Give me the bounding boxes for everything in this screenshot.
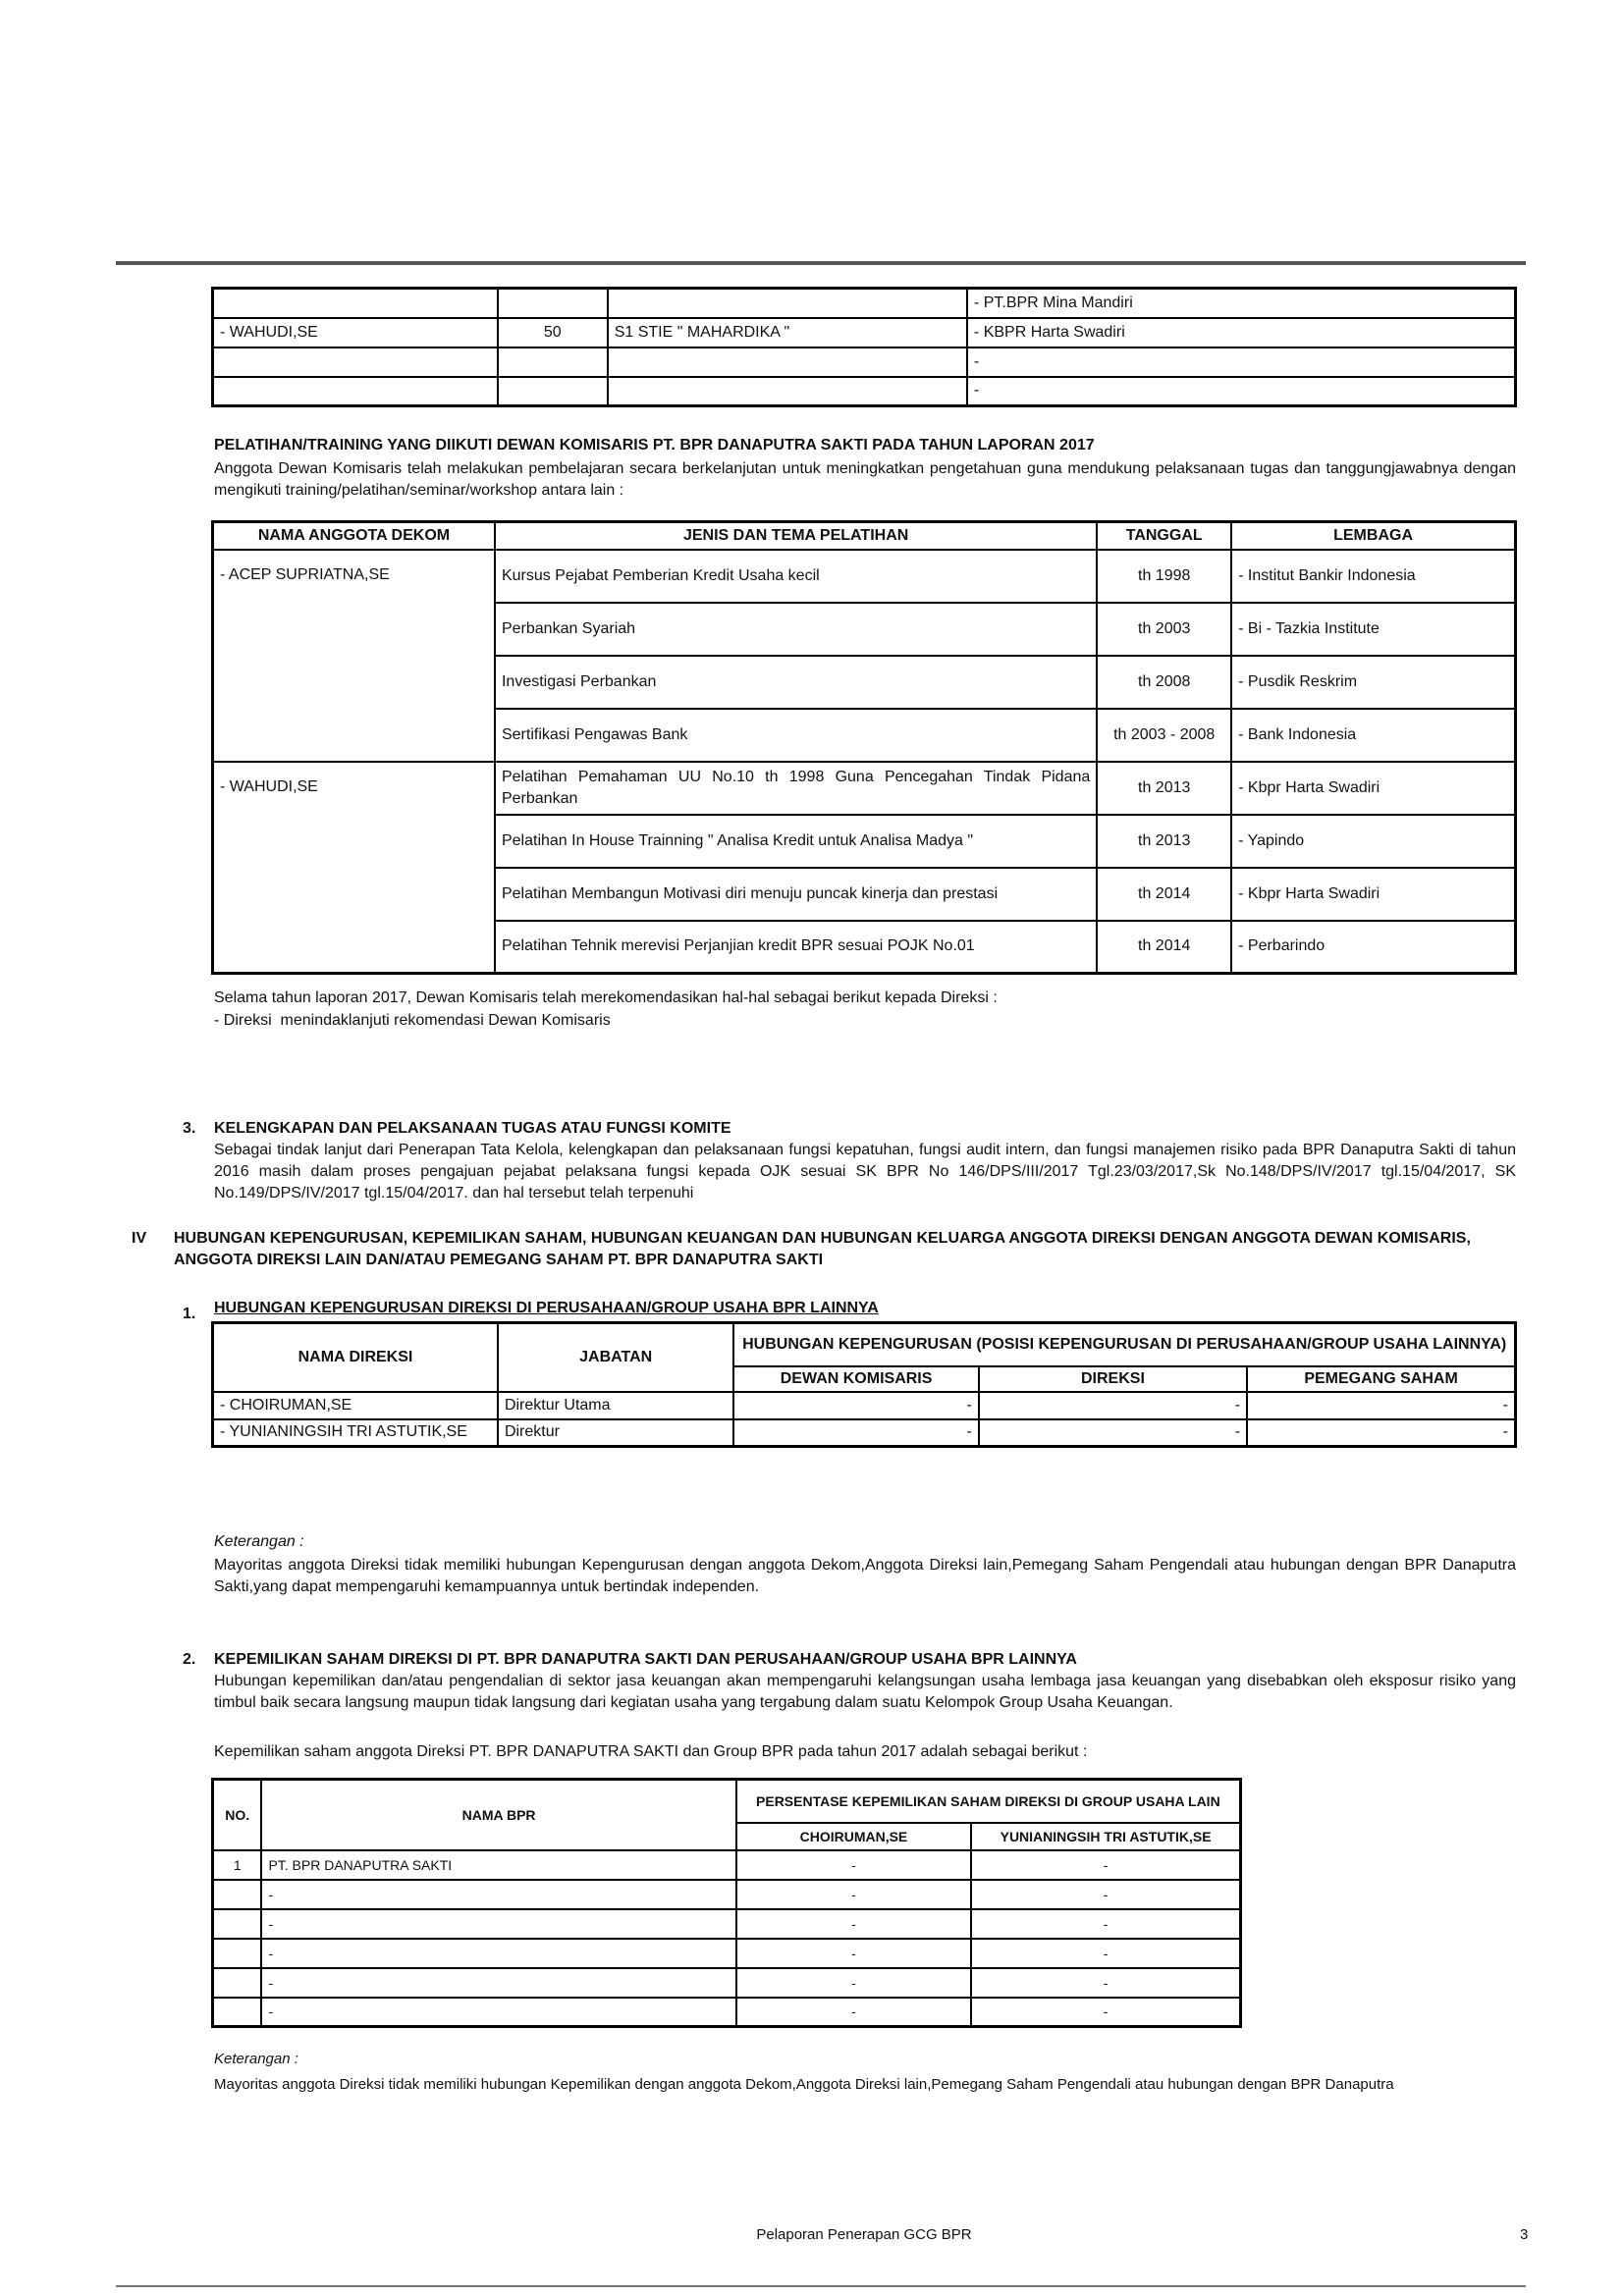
table-row [213, 318, 1516, 347]
table-header-row [213, 522, 1516, 550]
col-header-director-2: YUNIANINGSIH TRI ASTUTIK,SE [971, 1823, 1240, 1850]
section-title: HUBUNGAN KEPENGURUSAN, KEPEMILIKAN SAHAM, HUBUNGAN KEUANGAN DAN HUBUNGAN KELUARGA ANGGOTA DIREKSI DENGAN ANGGOTA DEWAN KOMISARIS, ANGGOTA DIREKSI LAIN DAN/ATAU PEMEGANG SAHAM PT. BPR DANAPUTRA SAKTI [174, 1230, 1471, 1268]
table-row [213, 1968, 1241, 1998]
col-header-institution: LEMBAGA [1231, 522, 1515, 550]
table-row [213, 1998, 1241, 2027]
col-header-date: TANGGAL [1097, 522, 1231, 550]
shareholding-table [211, 1778, 1242, 2028]
bpr-name: - [261, 1998, 735, 2027]
row-number [213, 1968, 262, 1998]
section-body: Sebagai tindak lanjut dari Penerapan Tata Kelola, kelengkapan dan pelaksanaan fungsi kepatuhan, fungsi audit intern, dan fungsi manajemen risiko pada BPR Danaputra Sakti di tahun 2016 masih dalam proses pengajuan pejabat pelaksana fungsi kepada OJK sesuai SK BPR No 146/DPS/III/2017 Tgl.23/03/2017,Sk No.148/DPS/IV/2017 tgl.15/04/2017, SK No.149/DPS/IV/2017 tgl.15/04/2017. dan hal tersebut telah terpenuhi [214, 1142, 1516, 1201]
director-1-share: - [736, 1998, 971, 2027]
col-header-member: NAMA ANGGOTA DEKOM [213, 522, 495, 550]
footer-title: Pelaporan Penerapan GCG BPR [756, 2226, 972, 2243]
training-date: th 1998 [1097, 550, 1231, 603]
director-1-share: - [736, 1939, 971, 1968]
training-institution: - Bi - Tazkia Institute [1231, 603, 1515, 656]
col-header-dekom: DEWAN KOMISARIS [733, 1366, 978, 1392]
training-institution: - Institut Bankir Indonesia [1231, 550, 1515, 603]
member-organization: - [967, 347, 1516, 377]
table-row [213, 289, 1516, 318]
member-age [498, 347, 608, 377]
training-table [211, 520, 1517, 975]
director-1-share: - [736, 1850, 971, 1880]
col-header-theme: JENIS DAN TEMA PELATIHAN [495, 522, 1097, 550]
col-header-relationship: HUBUNGAN KEPENGURUSAN (POSISI KEPENGURUSAN DI PERUSAHAAN/GROUP USAHA LAINNYA) [733, 1323, 1515, 1366]
table-row [213, 1419, 1516, 1447]
table-row [213, 1909, 1241, 1939]
director-2-share: - [971, 1909, 1240, 1939]
col-header-no: NO. [213, 1780, 262, 1850]
member-age [498, 377, 608, 406]
bpr-name: - [261, 1909, 735, 1939]
member-name [213, 347, 498, 377]
member-education [608, 289, 967, 318]
direksi-value: - [979, 1419, 1247, 1447]
row-number [213, 1998, 262, 2027]
col-header-shareholder: PEMEGANG SAHAM [1247, 1366, 1515, 1392]
table-row [213, 1880, 1241, 1909]
member-name: - ACEP SUPRIATNA,SE [213, 550, 495, 762]
member-education [608, 377, 967, 406]
training-theme: Investigasi Perbankan [495, 656, 1097, 709]
subsection-title: HUBUNGAN KEPENGURUSAN DIREKSI DI PERUSAHAAN/GROUP USAHA BPR LAINNYA [214, 1300, 879, 1316]
member-education [608, 347, 967, 377]
director-name: - CHOIRUMAN,SE [213, 1392, 498, 1419]
table-row [213, 377, 1516, 406]
table-row [213, 347, 1516, 377]
note-text: Mayoritas anggota Direksi tidak memiliki hubungan Kepengurusan dengan anggota Dekom,Anggota Direksi lain,Pemegang Saham Pengendali atau hubungan dengan BPR Danaputra Sakti,yang dapat mempengaruhi kemampuannya untuk bertindak independen. [214, 1557, 1516, 1595]
table-row [213, 1850, 1241, 1880]
director-1-share: - [736, 1968, 971, 1998]
row-number [213, 1939, 262, 1968]
member-education: S1 STIE " MAHARDIKA " [608, 318, 967, 347]
table-row [213, 1939, 1241, 1968]
table-row [213, 550, 1516, 603]
training-date: th 2014 [1097, 868, 1231, 921]
director-2-share: - [971, 1998, 1240, 2027]
subsection-number: 1. [183, 1306, 196, 1322]
note-text: Mayoritas anggota Direksi tidak memiliki hubungan Kepemilikan dengan anggota Dekom,Anggota Direksi lain,Pemegang Saham Pengendali atau hubungan dengan BPR Danaputra [214, 2076, 1394, 2093]
member-organization: - PT.BPR Mina Mandiri [967, 289, 1516, 318]
training-intro: Anggota Dewan Komisaris telah melakukan pembelajaran secara berkelanjutan untuk meningkatkan pengetahuan guna mendukung pelaksanaan tugas dan tanggungjawabnya dengan mengikuti training/pelatihan/seminar/workshop antara lain : [214, 460, 1516, 499]
training-date: th 2013 [1097, 815, 1231, 868]
directors-management-table [211, 1321, 1517, 1448]
col-header-position: JABATAN [498, 1323, 733, 1392]
top-table [211, 287, 1517, 407]
dekom-value: - [733, 1392, 978, 1419]
col-header-direksi: DIREKSI [979, 1366, 1247, 1392]
training-theme: Sertifikasi Pengawas Bank [495, 709, 1097, 762]
note-label: Keterangan : [214, 2051, 298, 2067]
col-header-percentage: PERSENTASE KEPEMILIKAN SAHAM DIREKSI DI GROUP USAHA LAIN [736, 1780, 1241, 1823]
training-date: th 2013 [1097, 762, 1231, 815]
member-name [213, 377, 498, 406]
subsection-body: Hubungan kepemilikan dan/atau pengendalian di sektor jasa keuangan akan mempengaruhi kelangsungan usaha lembaga jasa keuangan yang disebabkan oleh eksposur risiko yang timbul baik secara langsung maupun tidak langsung dari kegiatan usaha yang tergabung dalam suatu Kelompok Group Usaha Keuangan. [214, 1673, 1516, 1711]
training-institution: - Yapindo [1231, 815, 1515, 868]
bpr-name: - [261, 1880, 735, 1909]
training-theme: Pelatihan Tehnik merevisi Perjanjian kredit BPR sesuai POJK No.01 [495, 921, 1097, 974]
director-2-share: - [971, 1850, 1240, 1880]
table-row [213, 1392, 1516, 1419]
table-row [213, 762, 1516, 815]
section-number: IV [132, 1230, 147, 1247]
shareholder-value: - [1247, 1392, 1515, 1419]
director-1-share: - [736, 1880, 971, 1909]
training-institution: - Kbpr Harta Swadiri [1231, 762, 1515, 815]
recommendation-item: - Direksi menindaklanjuti rekomendasi Dewan Komisaris [214, 1012, 611, 1029]
member-name: - WAHUDI,SE [213, 318, 498, 347]
training-theme: Pelatihan Membangun Motivasi diri menuju puncak kinerja dan prestasi [495, 868, 1097, 921]
training-date: th 2003 - 2008 [1097, 709, 1231, 762]
bpr-name: - [261, 1939, 735, 1968]
shareholder-value: - [1247, 1419, 1515, 1447]
director-1-share: - [736, 1909, 971, 1939]
bpr-name: PT. BPR DANAPUTRA SAKTI [261, 1850, 735, 1880]
note-label: Keterangan : [214, 1533, 304, 1550]
director-position: Direktur Utama [498, 1392, 733, 1419]
director-2-share: - [971, 1880, 1240, 1909]
col-header-director-1: CHOIRUMAN,SE [736, 1823, 971, 1850]
subsection-title: KEPEMILIKAN SAHAM DIREKSI DI PT. BPR DANAPUTRA SAKTI DAN PERUSAHAAN/GROUP USAHA BPR LAINNYA [214, 1651, 1077, 1668]
subsection-number: 2. [183, 1651, 196, 1668]
training-theme: Kursus Pejabat Pemberian Kredit Usaha kecil [495, 550, 1097, 603]
bpr-name: - [261, 1968, 735, 1998]
member-organization: - KBPR Harta Swadiri [967, 318, 1516, 347]
training-theme: Perbankan Syariah [495, 603, 1097, 656]
member-name [213, 289, 498, 318]
director-position: Direktur [498, 1419, 733, 1447]
top-rule [116, 261, 1526, 265]
member-name: - WAHUDI,SE [213, 762, 495, 974]
training-theme: Pelatihan Pemahaman UU No.10 th 1998 Guna Pencegahan Tindak Pidana Perbankan [495, 762, 1097, 815]
training-date: th 2003 [1097, 603, 1231, 656]
member-age [498, 289, 608, 318]
training-date: th 2008 [1097, 656, 1231, 709]
member-organization: - [967, 377, 1516, 406]
section-number: 3. [183, 1120, 196, 1137]
col-header-director: NAMA DIREKSI [213, 1323, 498, 1392]
director-2-share: - [971, 1968, 1240, 1998]
col-header-bpr-name: NAMA BPR [261, 1780, 735, 1850]
training-institution: - Pusdik Reskrim [1231, 656, 1515, 709]
row-number [213, 1909, 262, 1939]
training-date: th 2014 [1097, 921, 1231, 974]
section-title: KELENGKAPAN DAN PELAKSANAAN TUGAS ATAU FUNGSI KOMITE [214, 1120, 731, 1137]
bottom-rule [116, 2285, 1526, 2287]
row-number: 1 [213, 1850, 262, 1880]
director-2-share: - [971, 1939, 1240, 1968]
member-age: 50 [498, 318, 608, 347]
training-theme: Pelatihan In House Trainning " Analisa Kredit untuk Analisa Madya " [495, 815, 1097, 868]
subsection-lead: Kepemilikan saham anggota Direksi PT. BPR DANAPUTRA SAKTI dan Group BPR pada tahun 2017 adalah sebagai berikut : [214, 1743, 1088, 1760]
direksi-value: - [979, 1392, 1247, 1419]
table-header-row [213, 1780, 1241, 1823]
recommendation-text: Selama tahun laporan 2017, Dewan Komisaris telah merekomendasikan hal-hal sebagai berikut kepada Direksi : [214, 989, 998, 1006]
page-number: 3 [1520, 2226, 1529, 2243]
table-header-row [213, 1323, 1516, 1366]
training-title: PELATIHAN/TRAINING YANG DIIKUTI DEWAN KOMISARIS PT. BPR DANAPUTRA SAKTI PADA TAHUN LAPORAN 2017 [214, 437, 1095, 454]
training-institution: - Kbpr Harta Swadiri [1231, 868, 1515, 921]
training-institution: - Perbarindo [1231, 921, 1515, 974]
director-name: - YUNIANINGSIH TRI ASTUTIK,SE [213, 1419, 498, 1447]
training-institution: - Bank Indonesia [1231, 709, 1515, 762]
row-number [213, 1880, 262, 1909]
dekom-value: - [733, 1419, 978, 1447]
